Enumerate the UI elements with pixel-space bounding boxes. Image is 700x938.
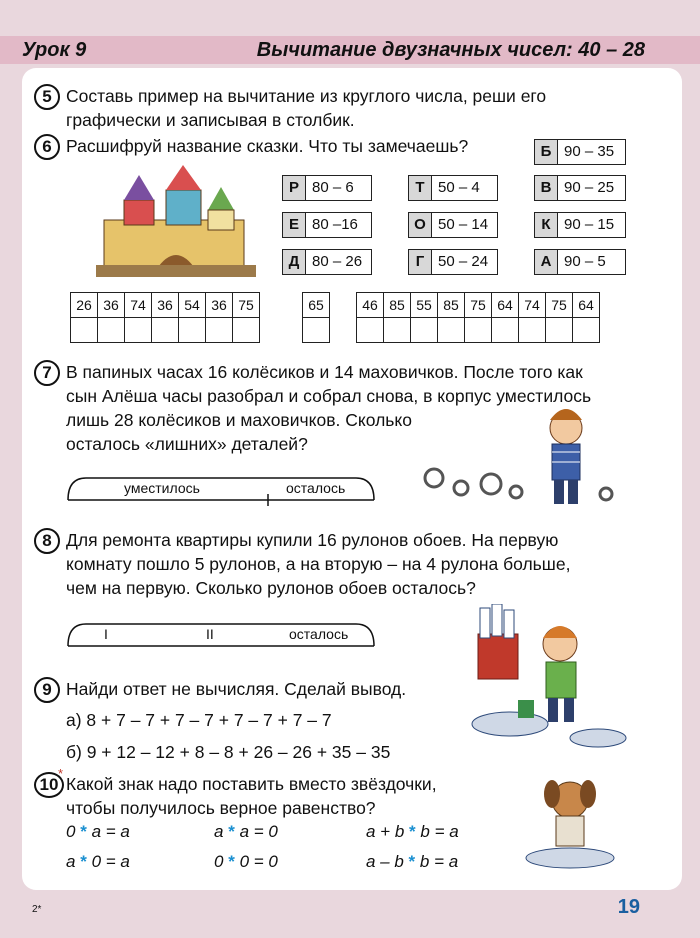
equation-4	[66, 852, 130, 872]
star-placeholder: *	[80, 822, 87, 841]
footer-mark: 2*	[32, 904, 42, 915]
code-cell-a	[534, 249, 626, 275]
task-9-example-b: б) 9 + 12 – 12 + 8 – 8 + 26 – 26 + 35 – 35	[66, 742, 391, 762]
dog-illustration	[520, 772, 620, 872]
equation-left: a	[214, 822, 224, 841]
equation-right: 0 = 0	[239, 852, 278, 871]
star-placeholder: *	[408, 852, 416, 871]
code-expression: 50 – 14	[438, 216, 489, 233]
equation-left: a – b	[366, 852, 404, 871]
code-cell-e	[282, 212, 372, 238]
scheme-label-left: осталось	[286, 480, 346, 496]
task-8-line-3: чем на первую. Сколько рулонов обоев осталось?	[66, 578, 476, 598]
answer-cell[interactable]	[98, 318, 125, 343]
code-expression: 50 – 4	[438, 179, 480, 196]
task-6-text: Расшифруй название сказки. Что ты замечаешь?	[66, 136, 469, 156]
decode-number: 46	[357, 293, 384, 318]
code-expression: 90 – 5	[564, 253, 606, 270]
equation-right: a = a	[91, 822, 130, 841]
answer-cell[interactable]	[573, 318, 600, 343]
task-5-number: 5	[34, 84, 60, 110]
code-expression: 80 –16	[312, 216, 358, 233]
boy-with-gears-illustration	[416, 398, 616, 508]
task-8-line-2: комнату пошло 5 рулонов, а на вторую – на 4 рулона больше,	[66, 554, 571, 574]
answer-cell[interactable]	[438, 318, 465, 343]
equation-left: a	[66, 852, 76, 871]
equation-right: 0 = a	[91, 852, 130, 871]
star-placeholder: *	[409, 822, 416, 841]
decode-number: 64	[573, 293, 600, 318]
task-8-line-1: Для ремонта квартиры купили 16 рулонов обоев. На первую	[66, 530, 559, 550]
star-placeholder: *	[228, 822, 235, 841]
equation-left: 0	[214, 852, 224, 871]
equation-1	[66, 822, 130, 842]
task-7-line-4: осталось «лишних» деталей?	[66, 434, 308, 454]
answer-cell[interactable]	[152, 318, 179, 343]
task-9-example-a: а) 8 + 7 – 7 + 7 – 7 + 7 – 7 + 7 – 7	[66, 710, 332, 730]
code-letter: О	[409, 213, 432, 237]
equation-3	[366, 822, 459, 842]
code-letter: Р	[283, 176, 306, 200]
decode-number: 36	[152, 293, 179, 318]
decode-number: 75	[233, 293, 260, 318]
answer-cell[interactable]	[125, 318, 152, 343]
castle-illustration	[96, 165, 256, 277]
code-expression: 80 – 6	[312, 179, 354, 196]
code-cell-r	[282, 175, 372, 201]
task-9-text: Найди ответ не вычисляя. Сделай вывод.	[66, 679, 407, 699]
code-cell-k	[534, 212, 626, 238]
answer-cell[interactable]	[492, 318, 519, 343]
code-letter: Г	[409, 250, 432, 274]
scheme-label-second: II	[206, 626, 214, 642]
task-8-number: 8	[34, 528, 60, 554]
code-cell-o	[408, 212, 498, 238]
code-expression: 80 – 26	[312, 253, 363, 270]
code-letter: Е	[283, 213, 306, 237]
decode-number: 85	[438, 293, 465, 318]
code-cell-b	[534, 139, 626, 165]
code-letter: Б	[535, 140, 558, 164]
equation-2	[214, 822, 278, 842]
decode-number: 65	[303, 293, 330, 318]
code-letter: Д	[283, 250, 306, 274]
boy-with-wallpaper-illustration	[470, 604, 630, 754]
equation-left: a + b	[366, 822, 405, 841]
star-placeholder: *	[228, 852, 235, 871]
code-expression: 90 – 25	[564, 179, 615, 196]
equation-right: b = a	[420, 822, 459, 841]
task-7-line-2: сын Алёша часы разобрал и собрал снова, в корпус уместилось	[66, 386, 592, 406]
decode-number: 55	[411, 293, 438, 318]
code-cell-d	[282, 249, 372, 275]
code-letter: К	[535, 213, 558, 237]
answer-cell[interactable]	[303, 318, 330, 343]
answer-cell[interactable]	[546, 318, 573, 343]
decode-number: 74	[519, 293, 546, 318]
answer-cell[interactable]	[179, 318, 206, 343]
lesson-number: Урок 9	[22, 39, 87, 61]
decode-number: 64	[492, 293, 519, 318]
answer-cell[interactable]	[71, 318, 98, 343]
code-expression: 50 – 24	[438, 253, 489, 270]
decode-number: 36	[98, 293, 125, 318]
lesson-topic: Вычитание двузначных чисел: 40 – 28	[256, 39, 645, 61]
lesson-header	[0, 36, 700, 64]
answer-cell[interactable]	[357, 318, 384, 343]
answer-cell[interactable]	[206, 318, 233, 343]
task-7-line-3: лишь 28 колёсиков и маховичков. Сколько	[66, 410, 412, 430]
task-9-number: 9	[34, 677, 60, 703]
answer-cell[interactable]	[519, 318, 546, 343]
decode-number: 85	[384, 293, 411, 318]
decode-number: 54	[179, 293, 206, 318]
equation-right: a = 0	[239, 822, 278, 841]
task-5-line-1: Составь пример на вычитание из круглого числа, реши его	[66, 86, 547, 106]
decode-number: 75	[546, 293, 573, 318]
equation-left: 0	[66, 822, 76, 841]
equation-6	[366, 852, 458, 872]
code-letter: А	[535, 250, 558, 274]
decode-number: 74	[125, 293, 152, 318]
equation-right: b = a	[419, 852, 459, 871]
answer-cell[interactable]	[384, 318, 411, 343]
star-placeholder: *	[80, 852, 87, 871]
code-expression: 90 – 35	[564, 143, 615, 160]
difficulty-mark: *	[58, 766, 64, 781]
decode-number: 26	[71, 293, 98, 318]
task-10-line-2: чтобы получилось верное равенство?	[66, 798, 376, 818]
scheme-label-fit: уместилось	[124, 480, 200, 496]
page-number: 19	[617, 896, 640, 918]
code-cell-v	[534, 175, 626, 201]
decode-table-word-3	[356, 292, 600, 343]
equation-5	[214, 852, 278, 872]
decode-table-word-2	[302, 292, 330, 343]
task-7-line-1: В папиных часах 16 колёсиков и 14 маховичков. После того как	[66, 362, 583, 382]
answer-cell[interactable]	[411, 318, 438, 343]
decode-number: 75	[465, 293, 492, 318]
code-letter: Т	[409, 176, 432, 200]
code-cell-t	[408, 175, 498, 201]
answer-cell[interactable]	[465, 318, 492, 343]
task-7-number: 7	[34, 360, 60, 386]
task-5-line-2: графически и записывая в столбик.	[66, 110, 355, 130]
task-10-number: 10	[34, 772, 64, 798]
answer-cell[interactable]	[233, 318, 260, 343]
scheme-label-left: осталось	[289, 626, 349, 642]
decode-table-word-1	[70, 292, 260, 343]
code-expression: 90 – 15	[564, 216, 615, 233]
task-10-line-1: Какой знак надо поставить вместо звёздочки,	[66, 774, 437, 794]
decode-number: 36	[206, 293, 233, 318]
code-letter: В	[535, 176, 558, 200]
task-6-number: 6	[34, 134, 60, 160]
code-cell-g	[408, 249, 498, 275]
scheme-label-first: I	[104, 626, 108, 642]
